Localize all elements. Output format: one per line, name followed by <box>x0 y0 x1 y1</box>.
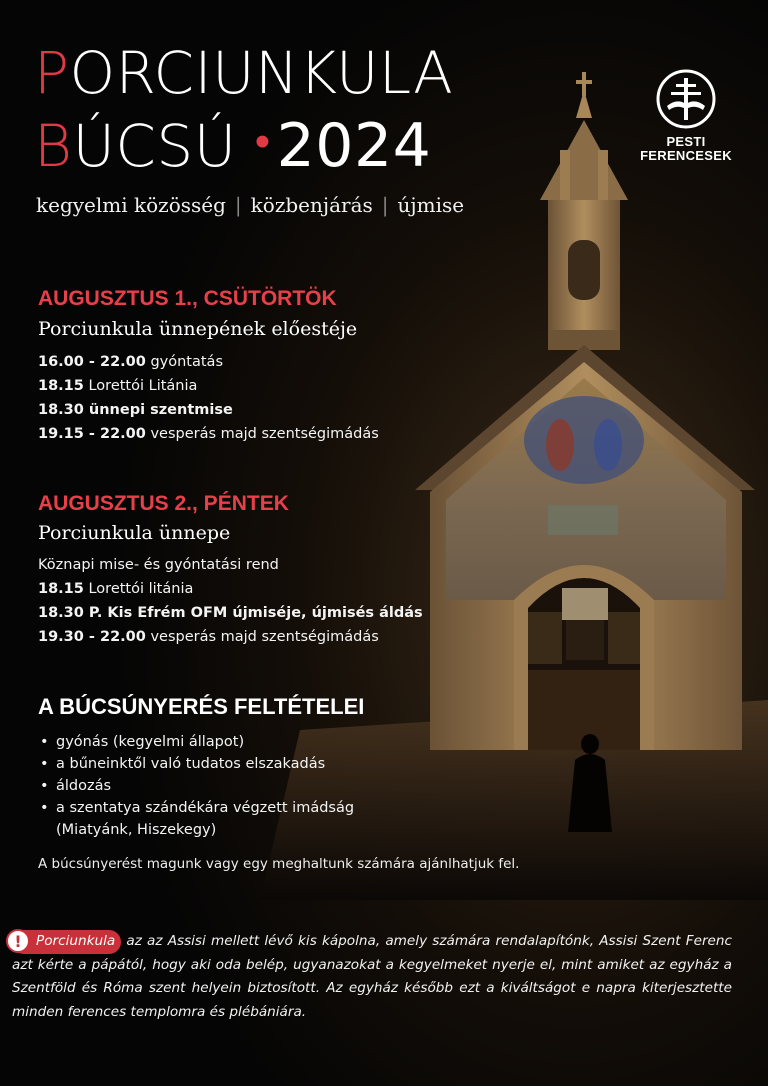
day1-subheading: Porciunkula ünnepének előestéje <box>38 318 358 340</box>
day2-schedule <box>38 553 423 649</box>
conditions-list <box>38 731 354 841</box>
franciscan-cross-icon <box>655 68 717 130</box>
highlight-badge: ! Porciunkula <box>12 930 121 954</box>
title-year: 2024 <box>276 111 432 181</box>
conditions-heading: A BÚCSÚNYERÉS FELTÉTELEI <box>38 694 365 719</box>
pesti-ferencesek-logo <box>640 68 732 163</box>
logo-text-line2: FERENCESEK <box>640 148 732 163</box>
schedule-item: 18.30 ünnepi szentmise <box>38 402 233 418</box>
day1-heading: AUGUSZTUS 1., CSÜTÖRTÖK <box>38 287 337 310</box>
alert-icon: ! <box>6 929 30 953</box>
day2-subheading: Porciunkula ünnepe <box>38 522 231 544</box>
logo-text-line1: PESTI <box>666 134 706 149</box>
title-line-1: PORCIUNKULA <box>34 39 454 107</box>
list-item-continuation: (Miatyánk, Hiszekegy) <box>56 822 217 838</box>
schedule-item: 18.15 Lorettói Litánia <box>38 378 198 394</box>
list-item: • gyónás (kegyelmi állapot) <box>38 731 354 753</box>
schedule-item: 18.15 Lorettói litánia <box>38 581 194 597</box>
footer-paragraph: ! Porciunkula az az Assisi mellett lévő kis kápolna, amely számára rendalapítónk, Assisi Szent Ferenc azt kérte a pápától, hogy aki oda belép, ugyanazokat a kegyelmeket nyerje el, mint amiket az egyház a Szentföld és Róma szent helyein biztosított. Az egyház később ezt a kiváltságot e napra kiterjesztette minden ferences templomra és plébániára. <box>12 930 732 1024</box>
conditions-note: A búcsúnyerést magunk vagy egy meghaltunk számára ajánlhatjuk fel. <box>38 856 520 872</box>
list-item: • áldozás <box>38 775 354 797</box>
schedule-item: 19.15 - 22.00 vesperás majd szentségimádás <box>38 426 379 442</box>
subtitle: kegyelmi közösség | közbenjárás | újmise <box>36 193 465 217</box>
schedule-item: 19.30 - 22.00 vesperás majd szentségimádás <box>38 629 379 645</box>
list-item: • a bűneinktől való tudatos elszakadás <box>38 753 354 775</box>
title-line-2: BÚCSÚ • 2024 <box>34 111 432 181</box>
schedule-item: 16.00 - 22.00 gyóntatás <box>38 354 223 370</box>
list-item: • a szentatya szándékára végzett imádság <box>38 797 354 819</box>
schedule-item: 18.30 P. Kis Efrém OFM újmiséje, újmisés áldás <box>38 605 423 621</box>
schedule-item: Köznapi mise- és gyóntatási rend <box>38 557 279 573</box>
day1-schedule <box>38 350 379 446</box>
day2-heading: AUGUSZTUS 2., PÉNTEK <box>38 492 289 515</box>
title-dot: • <box>254 116 271 167</box>
